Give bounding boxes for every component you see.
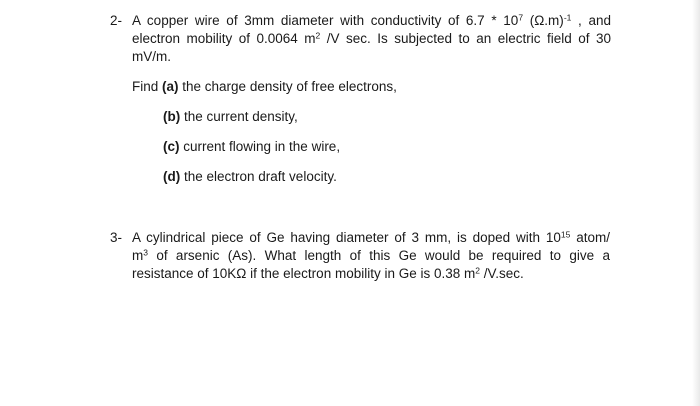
question-2-line-1: A copper wire of 3mm diameter with conductivity of $6.7 * 10^7$ $(\Omega.m)^{-1}$ , and bbox=[132, 12, 611, 28]
question-3-line-2: $m^3$ of arsenic (As). What length of this Ge would be required to give a bbox=[132, 247, 610, 263]
question-3-number: 3- bbox=[110, 230, 123, 245]
question-2-statement bbox=[132, 12, 611, 66]
question-2-number: 2- bbox=[110, 13, 123, 28]
page-edge-shadow bbox=[692, 0, 700, 406]
question-2-line-2: electron mobility of 0.0064 $m^2$ /V sec. Is subjected to an electric field of 30 bbox=[132, 30, 611, 46]
question-2-find-a: Find (a) the charge density of free electrons, bbox=[132, 79, 397, 94]
question-3-line-1: A cylindrical piece of Ge having diameter of 3 mm, is doped with $10^{15}$ atom/ bbox=[132, 229, 610, 245]
question-2-part-b: (b) the current density, bbox=[163, 109, 298, 124]
question-3-line-3: resistance of 10KΩ if the electron mobility in Ge is 0.38 $m^2$ /V.sec. bbox=[132, 265, 524, 281]
question-3-statement bbox=[132, 229, 610, 283]
question-2-part-c: (c) current flowing in the wire, bbox=[163, 139, 341, 154]
question-2-line-3: mV/m. bbox=[132, 49, 171, 64]
question-2-part-d: (d) the electron draft velocity. bbox=[163, 169, 337, 184]
